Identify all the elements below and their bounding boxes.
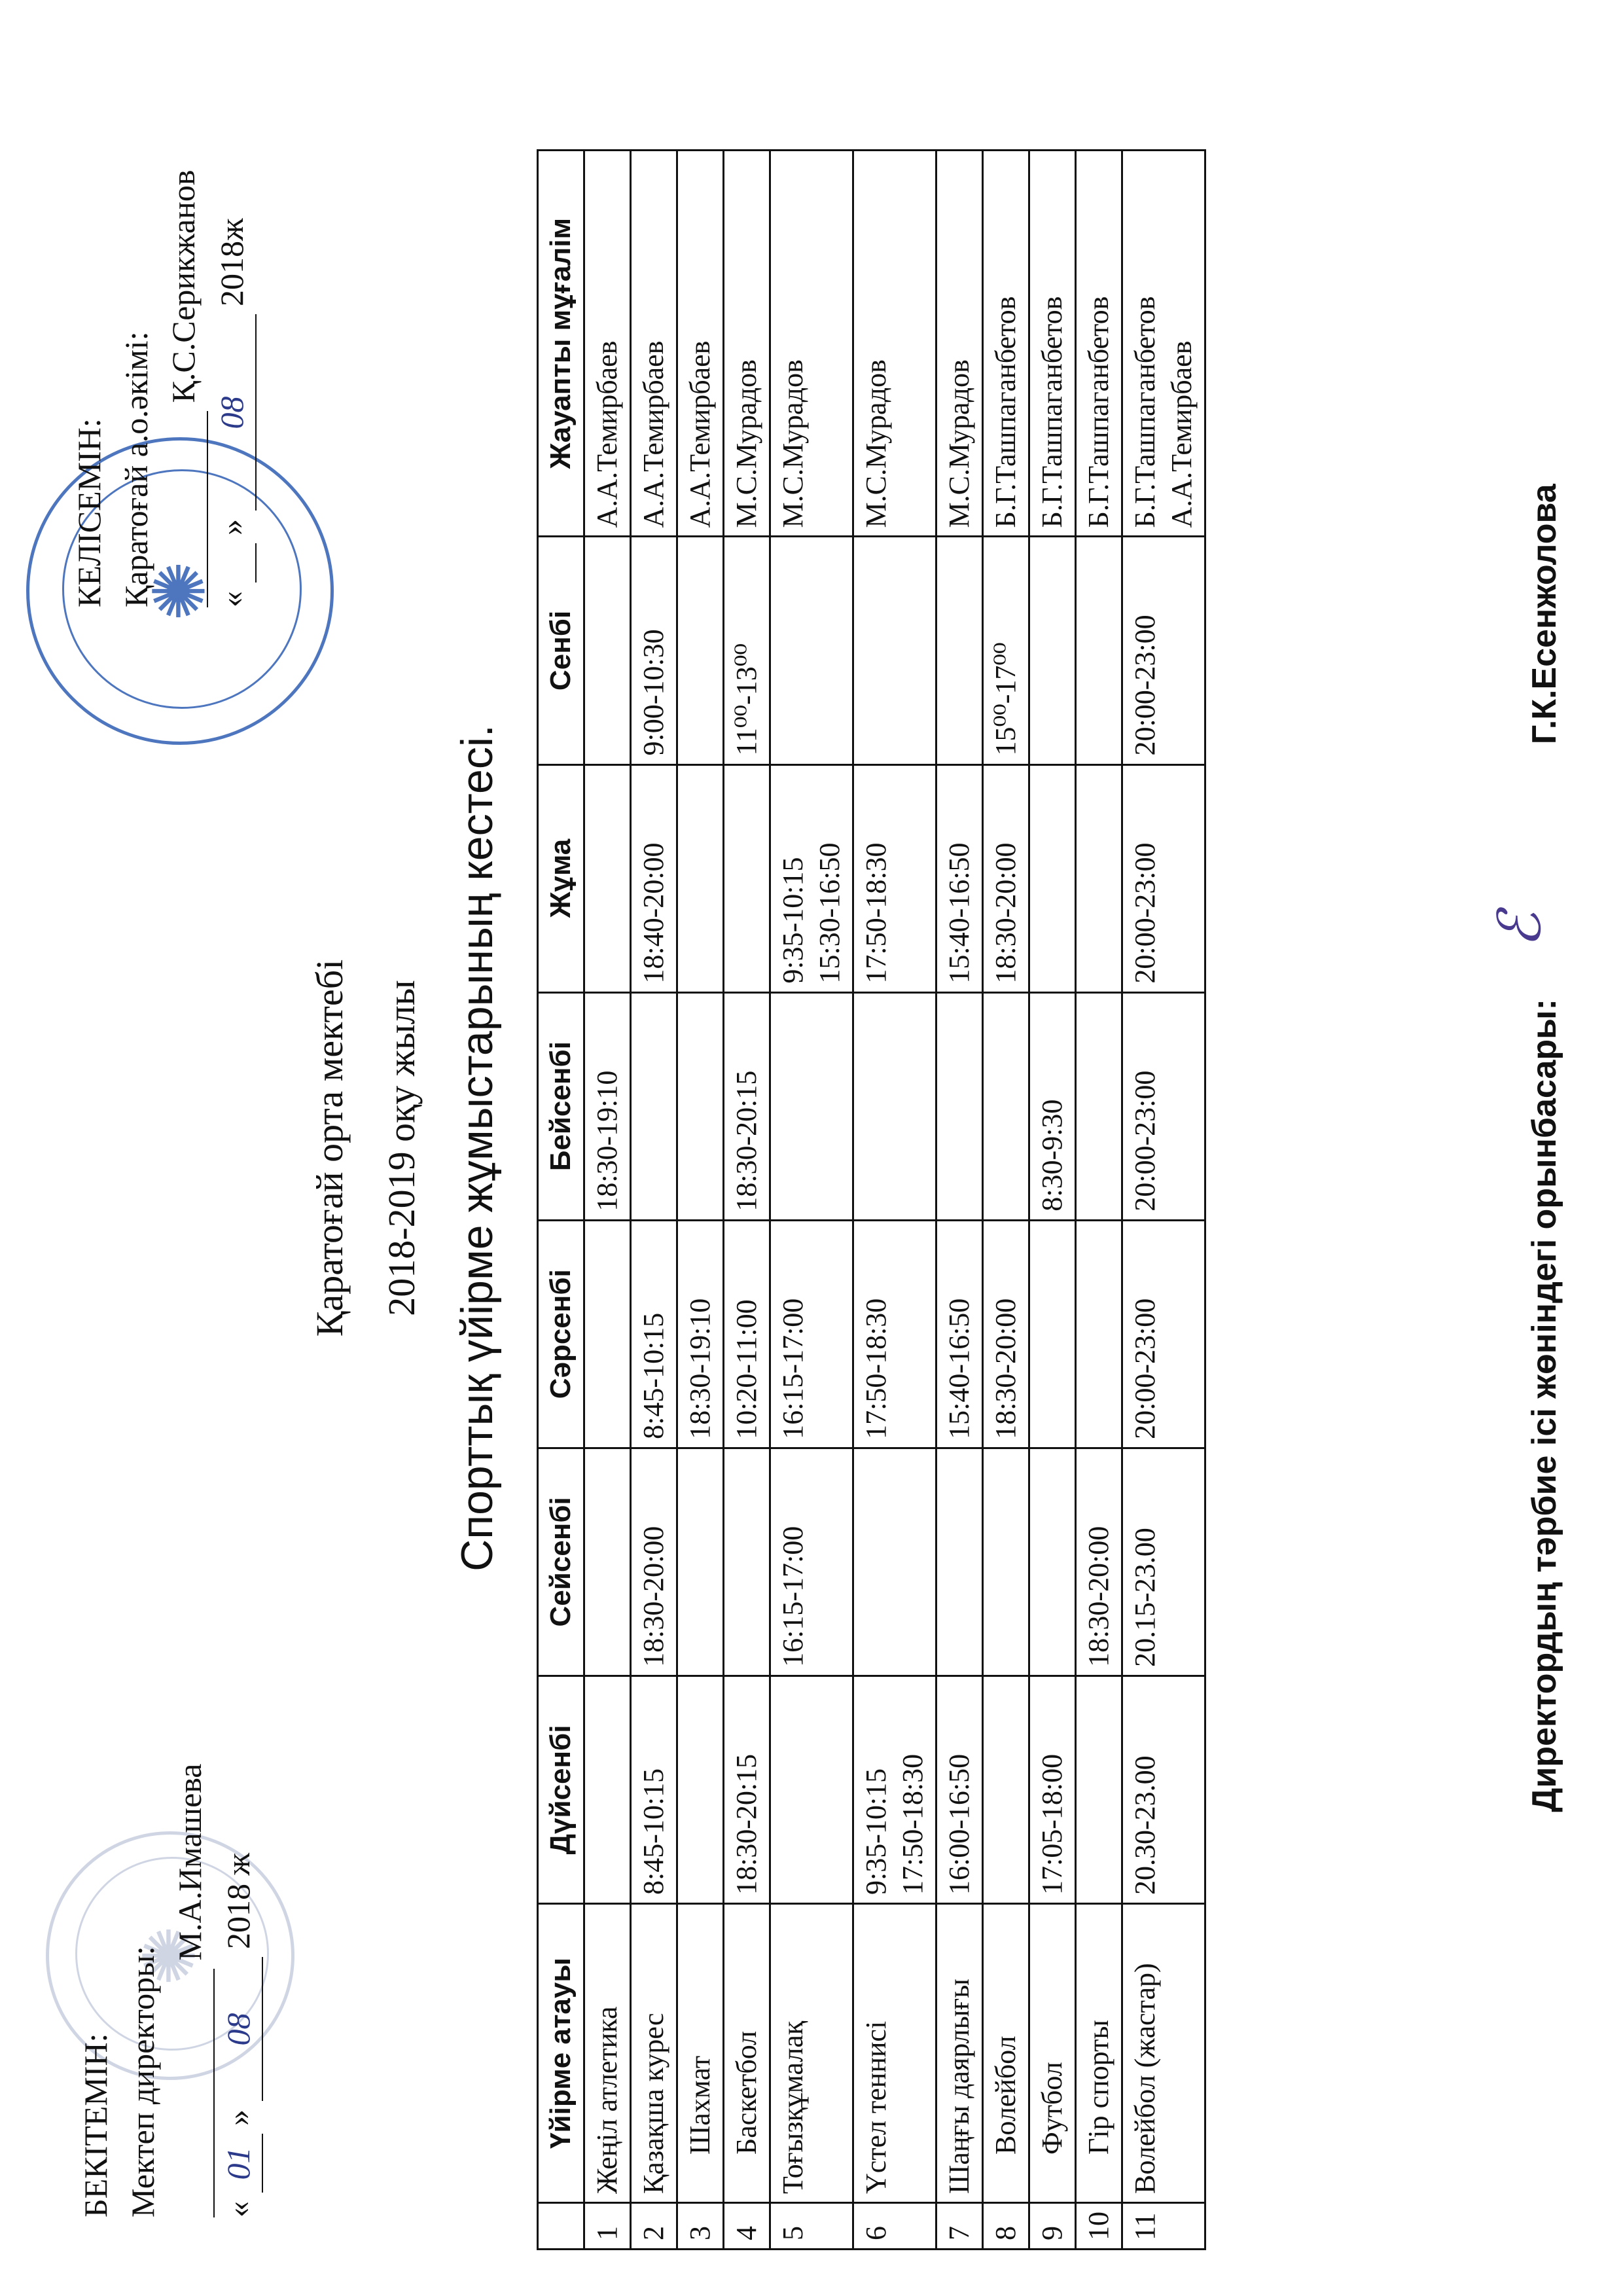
table-row [853, 151, 936, 2250]
approval-year: 2018 ж [220, 1852, 257, 1949]
time-cell-tuesday [983, 1448, 1029, 1676]
table-row [1122, 151, 1205, 2250]
teacher-cell: М.С.Мурадов [770, 151, 853, 537]
time-cell-wednesday [1029, 1220, 1076, 1448]
time-cell-monday [983, 1676, 1029, 1903]
time-cell-tuesday [1029, 1448, 1076, 1676]
teacher-cell: М.С.Мурадов [724, 151, 770, 537]
schedule-body [584, 151, 1205, 2250]
time-cell-tuesday [677, 1448, 724, 1676]
time-cell-tuesday [936, 1448, 983, 1676]
table-row [724, 151, 770, 2250]
schedule-table [537, 149, 1206, 2250]
club-name-label: Қазақша курес [637, 2013, 669, 2194]
club-name [677, 1904, 724, 2203]
time-cell-monday: 9:35-10:15 17:50-18:30 [853, 1676, 936, 1903]
club-name-label: Жеңіл атлетика [591, 2006, 623, 2194]
time-cell-wednesday: 18:30-19:10 [677, 1220, 724, 1448]
table-row [1076, 151, 1122, 2250]
time-cell-thursday: 18:30-19:10 [584, 992, 631, 1220]
table-row [631, 151, 677, 2250]
club-name-label: Гір спорты [1082, 2020, 1115, 2155]
footer-name: Г.К.Есенжолова [1525, 484, 1563, 745]
col-header-monday: Дүйсенбі [538, 1676, 584, 1903]
year-title: 2018-2019 оқу жылы [380, 980, 423, 1316]
time-cell-tuesday: 16:15-17:00 [770, 1448, 853, 1676]
time-cell-friday: 15:40-16:50 [936, 764, 983, 992]
time-cell-wednesday: 15:40-16:50 [936, 1220, 983, 1448]
signature-mark: ℰ [1488, 912, 1553, 948]
row-number: 8 [983, 2203, 1029, 2250]
time-cell-friday: 18:40-20:00 [631, 764, 677, 992]
signature-line [166, 1969, 215, 2217]
time-cell-tuesday: 20.15-23.00 [1122, 1448, 1205, 1676]
time-cell-saturday [1076, 537, 1122, 764]
time-cell-saturday [936, 537, 983, 764]
club-name-label: Шаңғы даярлығы [943, 1979, 975, 2194]
approval-name: М.А.Имашева [171, 1763, 208, 1961]
time-cell-monday: 8:45-10:15 [631, 1676, 677, 1903]
time-cell-friday [724, 764, 770, 992]
club-name [853, 1904, 936, 2203]
col-header-friday: Жұма [538, 764, 584, 992]
time-cell-saturday [853, 537, 936, 764]
table-row [983, 151, 1029, 2250]
approval-role: Мектеп директоры: [124, 1946, 161, 2217]
time-cell-wednesday: 8:45-10:15 [631, 1220, 677, 1448]
row-number: 2 [631, 2203, 677, 2250]
col-header-club: Үйірме атауы [538, 1904, 584, 2203]
club-name [1076, 1904, 1122, 2203]
approval-block: БЕКІТЕМІН: Мектеп директоры: М.А.Имашева « 01 » 08 2018 ж [72, 1628, 263, 2217]
time-cell-wednesday: 17:50-18:30 [853, 1220, 936, 1448]
agreement-year: 2018ж [213, 218, 250, 306]
time-cell-saturday [584, 537, 631, 764]
time-cell-saturday [1029, 537, 1076, 764]
time-cell-tuesday [584, 1448, 631, 1676]
club-name [770, 1904, 853, 2203]
time-cell-wednesday: 20:00-23:00 [1122, 1220, 1205, 1448]
club-name-label: Баскетбол [730, 2030, 762, 2155]
col-header-number [538, 2203, 584, 2250]
agreement-name: Қ.С.Серикжанов [165, 170, 202, 403]
time-cell-friday: 17:50-18:30 [853, 764, 936, 992]
time-cell-thursday [936, 992, 983, 1220]
time-cell-friday [1029, 764, 1076, 992]
row-number: 9 [1029, 2203, 1076, 2250]
agreement-role: Қаратоғай а.о.әкімі: [118, 331, 154, 607]
teacher-cell: А.А.Темирбаев [584, 151, 631, 537]
approval-month: 08 [215, 1958, 263, 2102]
time-cell-monday [1076, 1676, 1122, 1903]
table-row [936, 151, 983, 2250]
row-number: 6 [853, 2203, 936, 2250]
col-header-thursday: Бейсенбі [538, 992, 584, 1220]
teacher-cell: Б.Г.Ташпаганбетов [983, 151, 1029, 537]
time-cell-monday: 16:00-16:50 [936, 1676, 983, 1903]
time-cell-saturday: 9:00-10:30 [631, 537, 677, 764]
table-header-row [538, 151, 584, 2250]
teacher-cell: А.А.Темирбаев [677, 151, 724, 537]
signature-line [160, 411, 208, 607]
time-cell-thursday: 20:00-23:00 [1122, 992, 1205, 1220]
approval-day: 01 [215, 2134, 263, 2193]
time-cell-saturday: 15⁰⁰-17⁰⁰ [983, 537, 1029, 764]
time-cell-thursday: 18:30-20:15 [724, 992, 770, 1220]
time-cell-monday: 20.30-23.00 [1122, 1676, 1205, 1903]
row-number: 3 [677, 2203, 724, 2250]
emblem-icon: ✺ [140, 560, 221, 622]
time-cell-saturday [677, 537, 724, 764]
club-name [983, 1904, 1029, 2203]
club-name [1029, 1904, 1076, 2203]
time-cell-thursday [677, 992, 724, 1220]
agreement-month: 08 [208, 315, 257, 511]
time-cell-tuesday: 18:30-20:00 [1076, 1448, 1122, 1676]
col-header-tuesday: Сейсенбі [538, 1448, 584, 1676]
time-cell-monday: 17:05-18:00 [1029, 1676, 1076, 1903]
time-cell-wednesday: 16:15-17:00 [770, 1220, 853, 1448]
time-cell-friday [584, 764, 631, 992]
teacher-cell: Б.Г.Ташпаганбетов [1029, 151, 1076, 537]
table-row [677, 151, 724, 2250]
time-cell-monday [677, 1676, 724, 1903]
club-name-label: Шахмат [684, 2055, 716, 2155]
time-cell-saturday: 11⁰⁰-13⁰⁰ [724, 537, 770, 764]
teacher-cell: М.С.Мурадов [853, 151, 936, 537]
table-row [770, 151, 853, 2250]
teacher-cell: Б.Г.Ташпаганбетов А.А.Темирбаев [1122, 151, 1205, 537]
time-cell-wednesday [584, 1220, 631, 1448]
time-cell-thursday [1076, 992, 1122, 1220]
time-cell-thursday [853, 992, 936, 1220]
club-name-label: Волейбол [990, 2036, 1022, 2155]
time-cell-wednesday [1076, 1220, 1122, 1448]
col-header-wednesday: Сәрсенбі [538, 1220, 584, 1448]
time-cell-tuesday [853, 1448, 936, 1676]
col-header-teacher: Жауапты мұғалім [538, 151, 584, 537]
approval-heading: БЕКІТЕМІН: [77, 2033, 114, 2217]
time-cell-thursday [770, 992, 853, 1220]
club-name [1122, 1904, 1205, 2203]
teacher-cell: А.А.Темирбаев [631, 151, 677, 537]
emblem-icon: ✺ [130, 1925, 211, 1986]
club-name [584, 1904, 631, 2203]
footer-signature [1525, 0, 1564, 2296]
time-cell-saturday: 20:00-23:00 [1122, 537, 1205, 764]
row-number: 11 [1122, 2203, 1205, 2250]
row-number: 4 [724, 2203, 770, 2250]
teacher-cell: М.С.Мурадов [936, 151, 983, 537]
time-cell-friday [677, 764, 724, 992]
time-cell-tuesday [724, 1448, 770, 1676]
club-name-label: Үстел теннисі [860, 2020, 892, 2194]
row-number: 5 [770, 2203, 853, 2250]
table-row [1029, 151, 1076, 2250]
club-name-label: Тоғызқұмалақ [777, 2020, 809, 2194]
time-cell-thursday [983, 992, 1029, 1220]
row-number: 7 [936, 2203, 983, 2250]
time-cell-friday: 18:30-20:00 [983, 764, 1029, 992]
time-cell-saturday [770, 537, 853, 764]
time-cell-monday [770, 1676, 853, 1903]
time-cell-friday: 20:00-23:00 [1122, 764, 1205, 992]
row-number: 10 [1076, 2203, 1122, 2250]
row-number: 1 [584, 2203, 631, 2250]
time-cell-wednesday: 10:20-11:00 [724, 1220, 770, 1448]
col-header-saturday: Сенбі [538, 537, 584, 764]
club-name [631, 1904, 677, 2203]
agreement-block: КЕЛІСЕМІН: Қаратоғай а.о.әкімі: Қ.С.Серикжанов « » 08 2018ж [65, 18, 257, 607]
footer-role: Директордың тәрбие ісі жөніндегі орынбасары: [1525, 999, 1563, 1812]
time-cell-tuesday: 18:30-20:00 [631, 1448, 677, 1676]
school-title: Қаратоғай орта мектебі [308, 959, 351, 1337]
club-name [724, 1904, 770, 2203]
time-cell-thursday: 8:30-9:30 [1029, 992, 1076, 1220]
document-title: Спорттық үйірме жұмыстарының кестесі. [452, 725, 502, 1571]
club-name-label: Волейбол (жастар) [1129, 1963, 1161, 2194]
time-cell-monday [584, 1676, 631, 1903]
time-cell-wednesday: 18:30-20:00 [983, 1220, 1029, 1448]
club-name [936, 1904, 983, 2203]
club-name-label: Футбол [1036, 2062, 1068, 2155]
agreement-heading: КЕЛІСЕМІН: [71, 418, 107, 607]
time-cell-thursday [631, 992, 677, 1220]
time-cell-friday [1076, 764, 1122, 992]
time-cell-friday: 9:35-10:15 15:30-16:50 [770, 764, 853, 992]
teacher-cell: Б.Г.Ташпаганбетов [1076, 151, 1122, 537]
time-cell-monday: 18:30-20:15 [724, 1676, 770, 1903]
table-row [584, 151, 631, 2250]
